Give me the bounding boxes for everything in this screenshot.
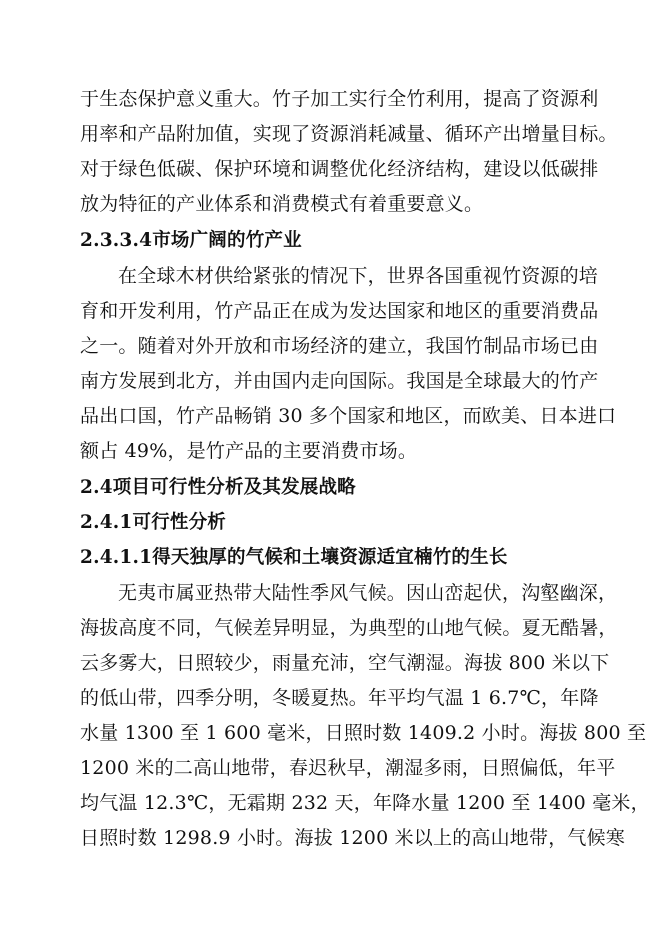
- text-line-20: 1200 米的二高山地带，春迟秋早，潮湿多雨，日照偏低，年平: [80, 757, 616, 779]
- section-heading-2-4: 2.4项目可行性分析及其发展战略: [80, 477, 356, 498]
- section-heading-2-4-1-1: 2.4.1.1得天独厚的气候和土壤资源适宜楠竹的生长: [80, 547, 508, 568]
- text-line-17: 云多雾大，日照较少，雨量充沛，空气潮湿。海拔 800 米以下: [80, 652, 610, 674]
- text-line-18: 的低山带，四季分明，冬暖夏热。年平均气温 1 6.7℃，年降: [80, 687, 599, 709]
- text-line-3: 对于绿色低碳、保护环境和调整优化经济结构，建设以低碳排: [80, 158, 599, 180]
- section-heading-2-3-3-4: 2.3.3.4市场广阔的竹产业: [80, 230, 302, 251]
- text-line-7: 育和开发利用，竹产品正在成为发达国家和地区的重要消费品: [80, 300, 599, 322]
- text-line-21: 均气温 12.3℃，无霜期 232 天，年降水量 1200 至 1400 毫米，: [80, 792, 650, 814]
- text-line-2: 用率和产品附加值，实现了资源消耗减量、循环产出增量目标。: [80, 123, 618, 145]
- text-line-1: 于生态保护意义重大。竹子加工实行全竹利用，提高了资源利: [80, 88, 599, 110]
- section-heading-2-4-1: 2.4.1可行性分析: [80, 512, 226, 533]
- text-line-10: 品出口国，竹产品畅销 30 多个国家和地区，而欧美、日本进口: [80, 405, 617, 427]
- paragraph-first-line: 在全球木材供给紧张的情况下，世界各国重视竹资源的培: [118, 265, 599, 287]
- text-line-22: 日照时数 1298.9 小时。海拔 1200 米以上的高山地带，气候寒: [80, 827, 625, 849]
- text-line-11: 额占 49%，是竹产品的主要消费市场。: [80, 440, 418, 462]
- text-line-19: 水量 1300 至 1 600 毫米，日照时数 1409.2 小时。海拔 800 至: [80, 722, 647, 744]
- text-line-9: 南方发展到北方，并由国内走向国际。我国是全球最大的竹产: [80, 370, 599, 392]
- paragraph-first-line: 无夷市属亚热带大陆性季风气候。因山峦起伏，沟壑幽深，: [118, 582, 618, 604]
- text-line-16: 海拔高度不同，气候差异明显，为典型的山地气候。夏无酷暑，: [80, 617, 618, 639]
- text-line-4: 放为特征的产业体系和消费模式有着重要意义。: [80, 193, 484, 215]
- text-line-8: 之一。随着对外开放和市场经济的建立，我国竹制品市场已由: [80, 335, 599, 357]
